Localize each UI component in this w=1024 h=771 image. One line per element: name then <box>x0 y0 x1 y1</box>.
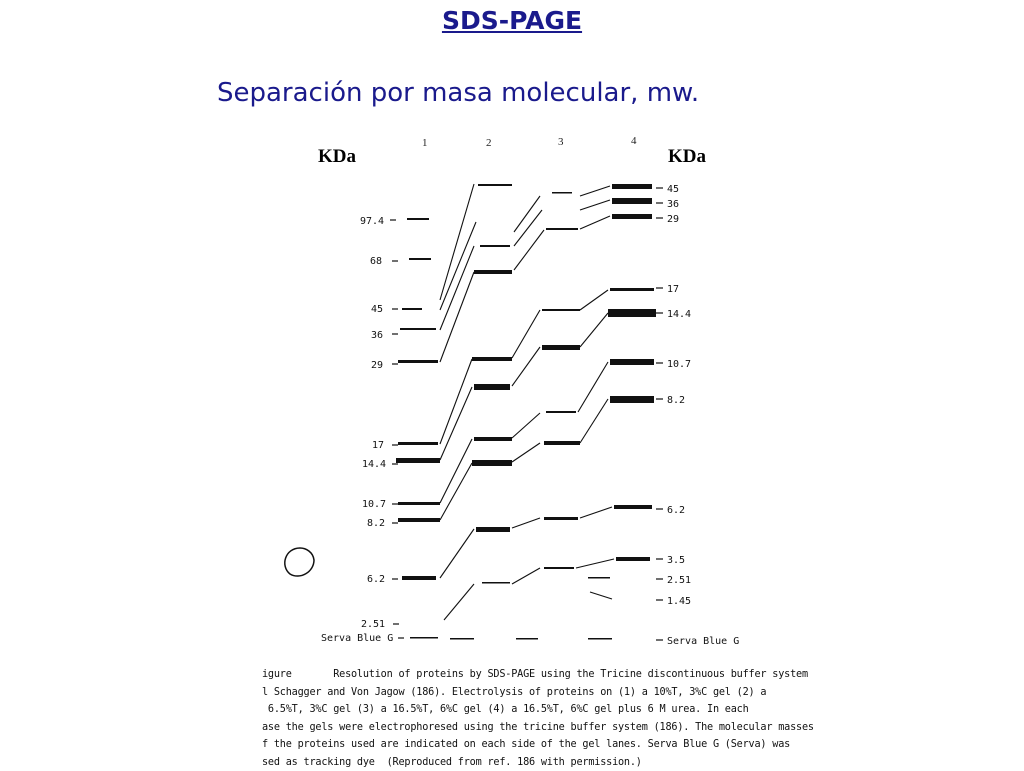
gel-band <box>474 384 510 390</box>
gel-band <box>472 460 512 466</box>
gel-band <box>402 576 436 580</box>
right-marker-label: 10.7 <box>667 359 691 370</box>
right-marker-label: 6.2 <box>667 505 685 516</box>
gel-band <box>610 288 654 291</box>
gel-band <box>610 396 654 403</box>
right-marker-label: 17 <box>667 284 679 295</box>
page-title: SDS-PAGE <box>0 6 1024 35</box>
left-marker-label: 68 <box>370 256 382 267</box>
left-marker-label: 14.4 <box>362 459 386 470</box>
gel-band <box>398 442 438 445</box>
left-marker-label: 97.4 <box>360 216 384 227</box>
lane-1-bands <box>396 218 440 639</box>
gel-band <box>482 582 510 584</box>
gel-band <box>546 411 576 413</box>
left-marker-label: 45 <box>371 304 383 315</box>
page-subtitle: Separación por masa molecular, mw. <box>217 78 699 108</box>
right-marker-label: 45 <box>667 184 679 195</box>
caption-line: igure Resolution of proteins by SDS-PAGE using the Tricine discontinuous buffer system <box>262 666 792 684</box>
gel-band <box>542 345 580 350</box>
gel-band <box>612 214 652 219</box>
lane-number: 2 <box>486 137 492 149</box>
right-marker-label: 2.51 <box>667 575 691 586</box>
gel-band <box>400 328 436 330</box>
left-marker-label: Serva Blue G <box>321 633 393 644</box>
right-marker-label: Serva Blue G <box>667 636 739 647</box>
gel-band <box>516 638 538 640</box>
figure-caption <box>262 666 792 771</box>
lane-3-bands <box>542 192 612 640</box>
gel-band <box>614 505 652 509</box>
gel-band <box>396 458 440 463</box>
gel-band <box>409 258 431 260</box>
kda-label-right: KDa <box>668 146 706 168</box>
gel-band <box>608 309 656 317</box>
right-marker-label: 3.5 <box>667 555 685 566</box>
gel-band <box>588 577 610 579</box>
right-marker-label: 29 <box>667 214 679 225</box>
left-marker-label: 29 <box>371 360 383 371</box>
gel-band <box>474 270 512 274</box>
gel-band <box>552 192 572 194</box>
gel-band <box>410 637 438 639</box>
gel-band <box>476 527 510 532</box>
lane-number: 4 <box>631 135 637 147</box>
gel-band <box>588 638 612 640</box>
gel-band <box>474 437 512 441</box>
left-marker-label: 17 <box>372 440 384 451</box>
caption-line: sed as tracking dye (Reproduced from ref. 186 with permission.) <box>262 754 792 771</box>
left-marker-label: 10.7 <box>362 499 386 510</box>
right-marker-label: 1.45 <box>667 596 691 607</box>
circle-mark <box>285 548 314 576</box>
left-marker-label: 2.51 <box>361 619 385 630</box>
gel-band <box>472 357 512 361</box>
lane-number: 3 <box>558 136 564 148</box>
gel-band <box>542 309 580 311</box>
caption-line: f the proteins used are indicated on each side of the gel lanes. Serva Blue G (Serva) was <box>262 736 792 754</box>
gel-band <box>544 567 574 569</box>
gel-band <box>407 218 429 220</box>
right-marker-label: 36 <box>667 199 679 210</box>
left-marker-label: 36 <box>371 330 383 341</box>
gel-band <box>616 557 650 561</box>
gel-band <box>544 441 580 445</box>
gel-band <box>480 245 510 247</box>
gel-band <box>398 518 440 522</box>
gel-band <box>546 228 578 230</box>
lane-number: 1 <box>422 137 428 149</box>
gel-band <box>610 359 654 365</box>
right-marker-label: 14.4 <box>667 309 691 320</box>
gel-band <box>402 308 422 310</box>
lane-4-bands <box>608 184 656 561</box>
left-marker-label: 8.2 <box>367 518 385 529</box>
gel-band <box>398 360 438 363</box>
gel-band <box>612 198 652 204</box>
right-marker-label: 8.2 <box>667 395 685 406</box>
connector-lines <box>440 184 614 620</box>
caption-line: 6.5%T, 3%C gel (3) a 16.5%T, 6%C gel (4) a 16.5%T, 6%C gel plus 6 M urea. In each <box>262 701 792 719</box>
kda-label-left: KDa <box>318 146 356 168</box>
gel-band <box>544 517 578 520</box>
caption-line: ase the gels were electrophoresed using the tricine buffer system (186). The molecular masses <box>262 719 792 737</box>
gel-band <box>478 184 512 186</box>
caption-line: l Schagger and Von Jagow (186). Electrolysis of proteins on (1) a 10%T, 3%C gel (2) a <box>262 684 792 702</box>
gel-band <box>612 184 652 189</box>
gel-band <box>398 502 440 505</box>
gel-band <box>450 638 474 640</box>
left-marker-label: 6.2 <box>367 574 385 585</box>
